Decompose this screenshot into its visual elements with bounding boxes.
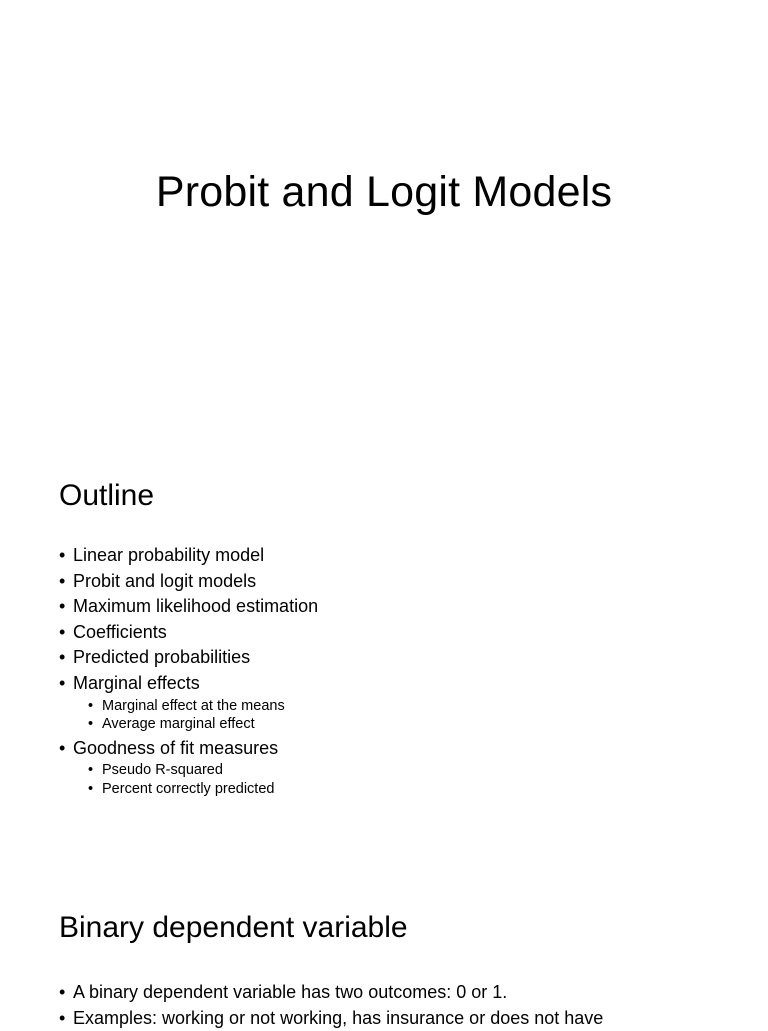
binary-slide (0, 864, 768, 1028)
outline-item: • Probit and logit models (59, 569, 318, 595)
outline-subitem: • Average marginal effect (73, 715, 318, 734)
outline-heading: Outline (59, 479, 155, 512)
outline-item: • Linear probability model (59, 543, 318, 569)
outline-item: • Marginal effects • Marginal effect at the means • Average marginal effect (59, 671, 318, 734)
outline-item: • Predicted probabilities (59, 645, 318, 671)
outline-item: • Maximum likelihood estimation (59, 594, 318, 620)
outline-slide (0, 432, 768, 864)
outline-subitem: • Percent correctly predicted (73, 780, 318, 799)
presentation-title: Probit and Logit Models (155, 168, 613, 216)
binary-item: • A binary dependent variable has two outcomes: 0 or 1. (59, 980, 603, 1006)
outline-list (59, 543, 318, 800)
binary-item: • Examples: working or not working, has insurance or does not have (59, 1006, 603, 1031)
binary-heading: Binary dependent variable (59, 911, 408, 944)
title-slide (0, 0, 768, 432)
outline-sublist (73, 697, 318, 734)
outline-sublist (73, 761, 318, 798)
outline-subitem: • Marginal effect at the means (73, 697, 318, 716)
outline-subitem: • Pseudo R-squared (73, 761, 318, 780)
outline-item: • Goodness of fit measures • Pseudo R-squared • Percent correctly predicted (59, 736, 318, 799)
outline-item: • Coefficients (59, 620, 318, 646)
binary-list (59, 980, 603, 1031)
